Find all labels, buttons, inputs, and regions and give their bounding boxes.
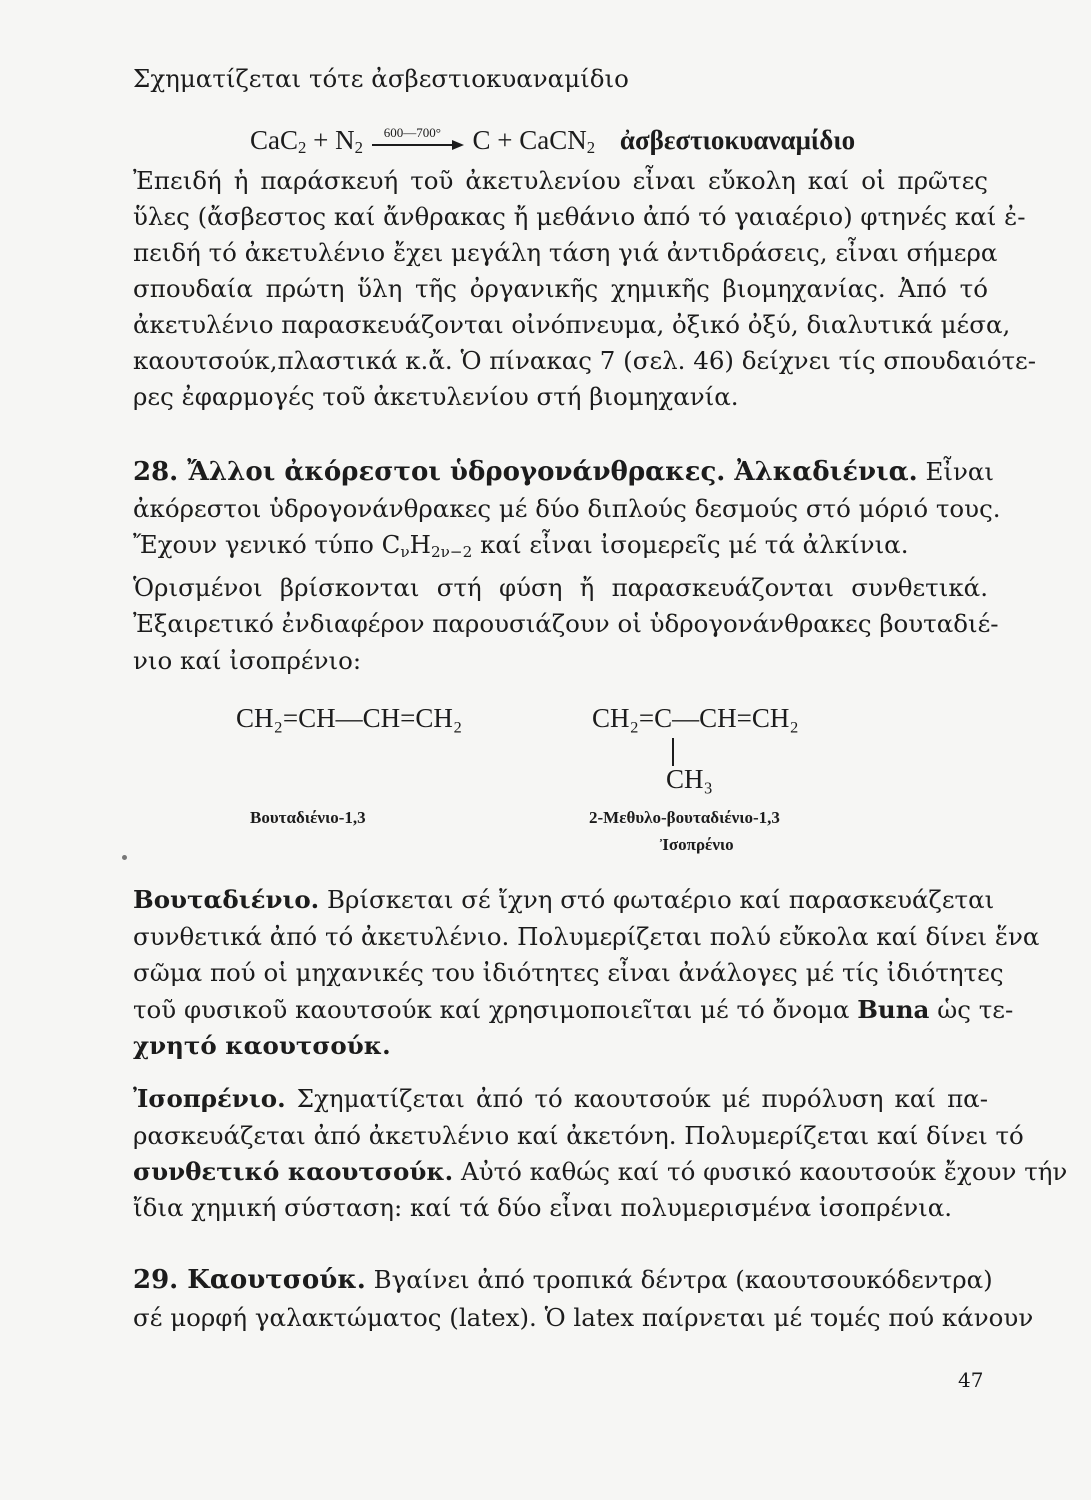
general-formula-line: Ἔχουν γενικό τύπο $C_\nu H_{2\nu-2}$ καί εἶναι ἰσομερεῖς μέ τά ἀλκίνια.: [133, 530, 909, 561]
intro-line: Σχηματίζεται τότε ἀσβεστιοκυαναμίδιο: [133, 64, 629, 93]
synthetic-rubber-line: συνθετικό καουτσούκ. Αὐτό καθώς καί τό φυσικό καουτσούκ ἔχουν τήν: [133, 1157, 1068, 1186]
butadiene-para-line: Βουταδιένιο. Βρίσκεται σέ ἴχνη στό φωταέριο καί παρασκευάζεται: [133, 885, 995, 914]
text-line: σῶμα πού οἱ μηχανικές του ἰδιότητες εἶναι ἀνάλογες μέ τίς ἰδιότητες: [133, 958, 1004, 987]
text-line: ἀκετυλένιο παρασκευάζονται οἰνόπνευμα, ὀξικό ὀξύ, διαλυτικά μέσα,: [133, 310, 1011, 339]
text-line: ρασκευάζεται ἀπό ἀκετυλένιο καί ἀκετόνη. Πολυμερίζεται καί δίνει τό: [133, 1121, 1024, 1150]
text-line: Ὁρισμένοι βρίσκονται στή φύση ἤ παρασκευάζονται συνθετικά.: [133, 573, 988, 602]
section-29-first-line: 29. Καουτσούκ. Βγαίνει ἀπό τροπικά δέντρα (καουτσουκόδεντρα): [133, 1265, 993, 1295]
isoprene-caption: 2-Μεθυλο-βουταδιένιο-1,3: [589, 808, 780, 827]
text-line: ἀκόρεστοι ὑδρογονάνθρακες μέ δύο διπλούς δεσμούς στό μόριό τους.: [133, 494, 1001, 523]
section-28-first-line: 28. Ἄλλοι ἀκόρεστοι ὑδρογονάνθρακες. Ἀλκαδιένια. Εἶναι: [133, 457, 995, 487]
product-name: ἀσβεστιοκυαναμίδιο: [619, 125, 856, 155]
text-line: χνητό καουτσούκ.: [133, 1031, 391, 1060]
text-line: σέ μορφή γαλακτώματος (latex). Ὁ latex παίρνεται μέ τομές πού κάνουν: [133, 1303, 1034, 1332]
text-line: σπουδαία πρώτη ὕλη τῆς ὀργανικῆς χημικῆς βιομηχανίας. Ἀπό τό: [133, 274, 988, 303]
page-number: 47: [958, 1368, 984, 1392]
text-line: συνθετικά ἀπό τό ἀκετυλένιο. Πολυμερίζεται πολύ εὔκολα καί δίνει ἕνα: [133, 922, 1040, 951]
isoprene-structure: CH₂=C—CH=CH₂: [592, 703, 799, 733]
reaction-arrow-icon: [370, 124, 466, 154]
text-line: ὕλες (ἄσβεστος καί ἄνθρακας ἤ μεθάνιο ἀπό τό γαιαέριο) φτηνές καί ἐ-: [133, 202, 1026, 231]
isoprene-methyl: CH₃: [666, 764, 713, 794]
section-29-heading: 29. Καουτσούκ.: [133, 1265, 366, 1295]
section-28-heading: 28. Ἄλλοι ἀκόρεστοι ὑδρογονάνθρακες. Ἀλκαδιένια.: [133, 457, 918, 487]
print-speck: [122, 855, 127, 860]
text-line: Ἐπειδή ἡ παράσκευή τοῦ ἀκετυλενίου εἶναι εὔκολη καί οἱ πρῶτες: [133, 166, 988, 195]
isoprene-para-line: Ἰσοπρένιο. Σχηματίζεται ἀπό τό καουτσούκ μέ πυρόλυση καί πα-: [133, 1084, 988, 1113]
text-line: νιο καί ἰσοπρένιο:: [133, 646, 362, 675]
reaction-conditions: 600—700°: [383, 124, 441, 140]
buna-line: τοῦ φυσικοῦ καουτσούκ καί χρησιμοποιεῖται μέ τό ὄνομα Buna ὡς τε-: [133, 995, 1014, 1024]
isoprene-caption-common: Ἰσοπρένιο: [660, 835, 734, 854]
reaction-equation: $CaC_2 + N_2$ 600—700° C + CaCN$_2$ ἀσβεστιοκυαναμίδιο: [250, 125, 990, 163]
butadiene-structure: CH₂=CH—CH=CH₂: [236, 703, 463, 733]
text-line: Ἐξαιρετικό ἐνδιαφέρον παρουσιάζουν οἱ ὑδρογονάνθρακες βουταδιέ-: [133, 609, 999, 638]
text-line: ἴδια χημική σύσταση: καί τά δύο εἶναι πολυμερισμένα ἰσοπρένια.: [133, 1193, 953, 1222]
isoprene-branch-bond: [670, 738, 676, 766]
butadiene-caption: Βουταδιένιο-1,3: [250, 808, 366, 827]
text-line: πειδή τό ἀκετυλένιο ἔχει μεγάλη τάση γιά ἀντιδράσεις, εἶναι σήμερα: [133, 238, 998, 267]
text-line: ρες ἐφαρμογές τοῦ ἀκετυλενίου στή βιομηχανία.: [133, 382, 739, 411]
text-line: καουτσούκ,πλαστικά κ.ἄ. Ὁ πίνακας 7 (σελ. 46) δείχνει τίς σπουδαιότε-: [133, 346, 1036, 375]
